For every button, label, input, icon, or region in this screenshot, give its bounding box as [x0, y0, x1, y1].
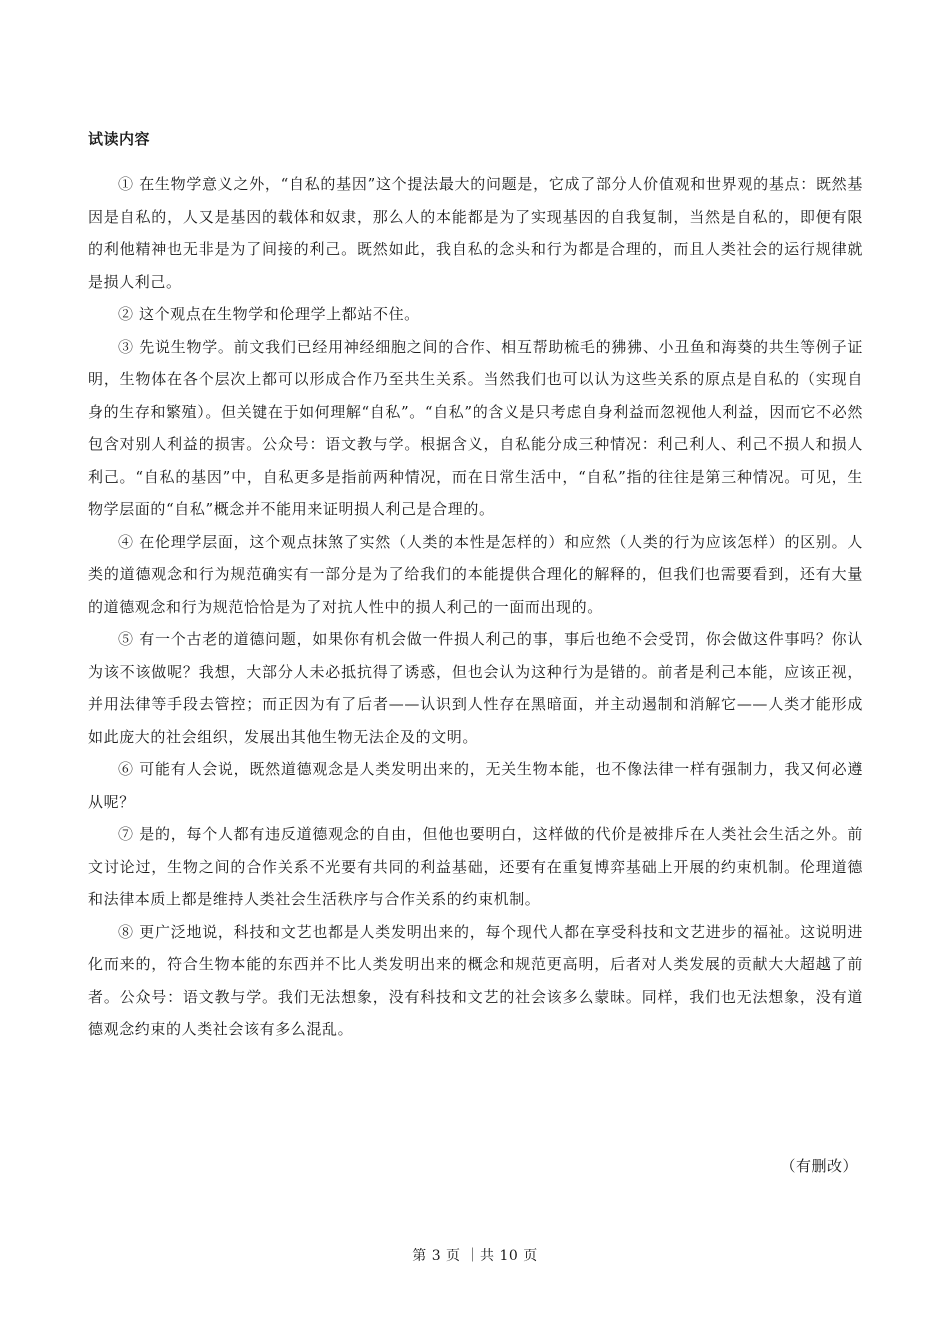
- source-note: （有删改）: [780, 1157, 858, 1175]
- page-number: 第 3 页 ｜共 10 页: [412, 1248, 538, 1264]
- paragraph-6: ⑥ 可能有人会说，既然道德观念是人类发明出来的，无关生物本能，也不像法律一样有强制力，我又何必遵从呢？: [88, 760, 863, 811]
- paragraph-3: ③ 先说生物学。前文我们已经用神经细胞之间的合作、相互帮助梳毛的狒狒、小丑鱼和海葵的共生等例子证明，生物体在各个层次上都可以形成合作乃至共生关系。当然我们也可以认为这些关系的原点是自私的（实现自身的生存和繁殖）。但关键在于如何理解“自私”。“自私”的含义是只考虑自身利益而忽视他人利益，因而它不必然包含对别人利益的损害。公众号：语文教与学。根据含义，自私能分成三种情况：利己利人、利己不损人和损人利己。“自私的基因”中，自私更多是指前两种情况，而在日常生活中，“自私”指的往往是第三种情况。可见，生物学层面的“自私”概念并不能用来证明损人利己是合理的。: [88, 337, 863, 518]
- paragraph-2: ② 这个观点在生物学和伦理学上都站不住。: [118, 305, 420, 323]
- paragraph-4: ④ 在伦理学层面，这个观点抹煞了实然（人类的本性是怎样的）和应然（人类的行为应该怎样）的区别。人类的道德观念和行为规范确实有一部分是为了给我们的本能提供合理化的解释的，但我们也需要看到，还有大量的道德观念和行为规范恰恰是为了对抗人性中的损人利己的一面而出现的。: [88, 532, 863, 616]
- paragraph-7: ⑦ 是的，每个人都有违反道德观念的自由，但他也要明白，这样做的代价是被排斥在人类社会生活之外。前文讨论过，生物之间的合作关系不光要有共同的利益基础，还要有在重复博弈基础上开展的约束机制。伦理道德和法律本质上都是维持人类社会生活秩序与合作关系的约束机制。: [88, 825, 863, 908]
- article-body: [88, 168, 863, 1046]
- paragraph-8: ⑧ 更广泛地说，科技和文艺也都是人类发明出来的，每个现代人都在享受科技和文艺进步的福祉。这说明进化而来的，符合生物本能的东西并不比人类发明出来的概念和规范更高明，后者对人类发展的贡献大大超越了前者。公众号：语文教与学。我们无法想象，没有科技和文艺的社会该多么蒙昧。同样，我们也无法想象，没有道德观念约束的人类社会该有多么混乱。: [88, 922, 863, 1038]
- paragraph-5: ⑤ 有一个古老的道德问题，如果你有机会做一件损人利己的事，事后也绝不会受罚，你会做这件事吗？你认为该不该做呢？我想，大部分人未必抵抗得了诱惑，但也会认为这种行为是错的。前者是利己本能，应该正视，并用法律等手段去管控；而正因为有了后者——认识到人性存在黑暗面，并主动遏制和消解它——人类才能形成如此庞大的社会组织，发展出其他生物无法企及的文明。: [88, 630, 863, 746]
- paragraph-1: ① 在生物学意义之外，“自私的基因”这个提法最大的问题是，它成了部分人价值观和世界观的基点：既然基因是自私的，人又是基因的载体和奴隶，那么人的本能都是为了实现基因的自我复制，当然是自私的，即便有限的利他精神也无非是为了间接的利己。既然如此，我自私的念头和行为都是合理的，而且人类社会的运行规律就是损人利己。: [88, 175, 863, 291]
- section-title: 试读内容: [88, 130, 151, 148]
